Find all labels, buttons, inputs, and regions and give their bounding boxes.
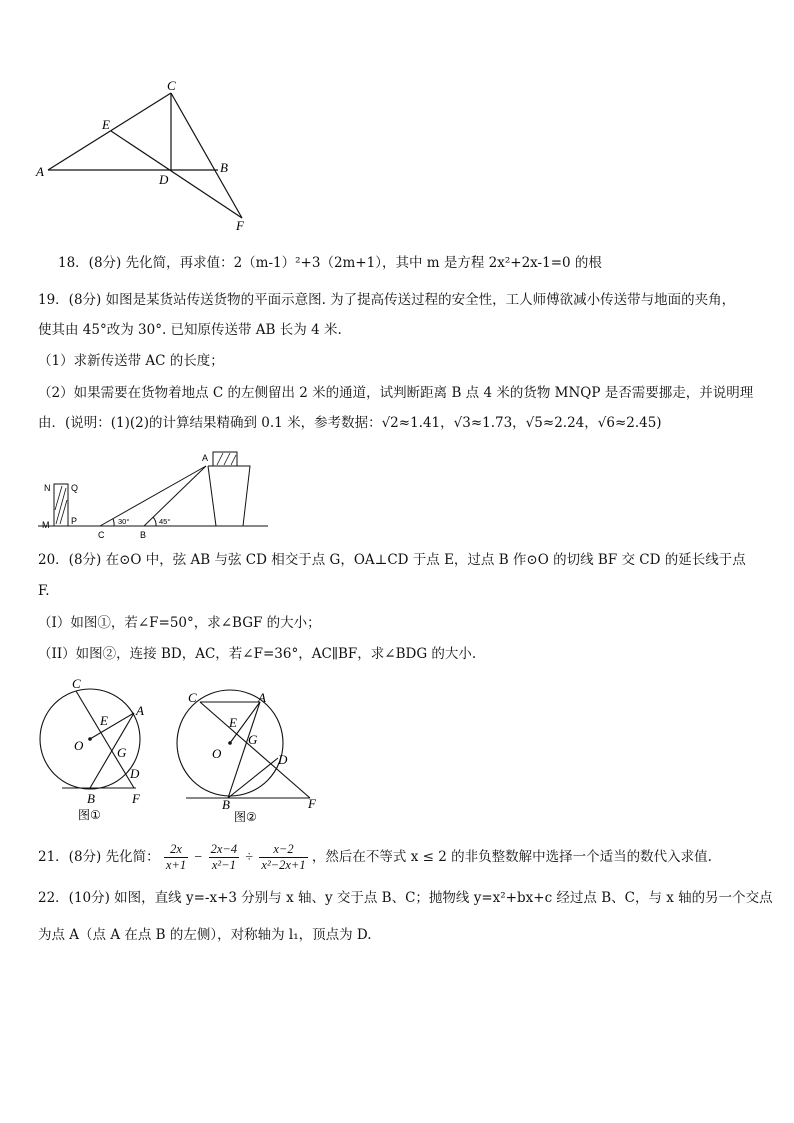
label-e: E (100, 713, 108, 728)
label-f: F (236, 218, 244, 233)
label-q: Q (71, 483, 79, 493)
label-a: A (202, 453, 209, 463)
question-18: 18．(8分) 先化简，再求值：2（m-1）²+3（2m+1），其中 m 是方程 2x²+2x-1=0 的根 (58, 255, 602, 271)
fraction-2: $\frac{2x-4}{\text{x²−1}}$ (210, 842, 238, 872)
label-b: B (220, 160, 228, 175)
label-angle-30: 30° (118, 517, 130, 526)
label-n: N (44, 483, 51, 493)
question-20-part2: （II）如图②，连接 BD，AC，若∠F=36°，AC∥BF，求∠BDG 的大小. (38, 646, 477, 662)
label-a: A (258, 690, 266, 705)
label-f: F (308, 796, 316, 811)
figure-20-2 (172, 688, 327, 826)
label-d: D (130, 766, 140, 781)
angle-45-arc (153, 517, 156, 526)
label-m: M (42, 520, 50, 530)
figure-19 (38, 444, 270, 539)
question-19-part1: （1）求新传送带 AC 的长度； (38, 353, 224, 369)
center-point (228, 741, 232, 745)
label-g: G (248, 732, 258, 747)
chord-cd-extended (76, 691, 134, 788)
question-22-line1: 22．(10分) 如图，直线 y=-x+3 分别与 x 轴、y 交于点 B、C；抛物线 y=x²+bx+c 经过点 B、C，与 x 轴的另一个交点 (38, 890, 773, 906)
q21-prefix: 21．(8分) 先化简： (38, 849, 160, 865)
center-point (88, 737, 92, 741)
label-angle-45: 45° (159, 517, 171, 526)
label-g: G (117, 745, 127, 760)
question-22-line2: 为点 A（点 A 在点 B 的左侧），对称轴为 l₁，顶点为 D. (38, 927, 372, 943)
label-o: O (212, 746, 222, 761)
angle-30-arc (113, 519, 114, 526)
question-19-part2b: 由．(说明：(1)(2)的计算结果精确到 0.1 米，参考数据：√2≈1.41，√3≈1.73，√5≈2.24，√6≈2.45) (38, 415, 662, 431)
label-c: C (167, 78, 176, 93)
label-b: B (87, 791, 95, 806)
caption-fig1: 图① (78, 808, 101, 822)
operator-divide: ÷ (245, 849, 254, 865)
question-20-line1: 20．(8分) 在⊙O 中，弦 AB 与弦 CD 相交于点 G，OA⊥CD 于点 E，过点 B 作⊙O 的切线 BF 交 CD 的延长线于点 (38, 552, 746, 568)
label-c: C (188, 690, 197, 705)
question-19-part2a: （2）如果需要在货物着地点 C 的左侧留出 2 米的通道，试判断距离 B 点 4 米的货物 MNQP 是否需要挪走，并说明理 (38, 385, 754, 401)
cargo-box-a (213, 452, 237, 466)
label-c: C (98, 530, 105, 539)
label-f: F (132, 791, 140, 806)
label-a: A (136, 703, 144, 718)
question-20-part1: （I）如图①，若∠F=50°，求∠BGF 的大小； (38, 615, 321, 631)
label-o: O (74, 738, 84, 753)
operator-minus: − (194, 849, 203, 865)
question-21 (38, 840, 712, 875)
label-e: E (229, 715, 237, 730)
label-p: P (71, 516, 78, 526)
label-c: C (72, 676, 81, 691)
question-19-line2: 使其由 45°改为 30°. 已知原传送带 AB 长为 4 米. (38, 322, 342, 338)
caption-fig2: 图② (234, 810, 257, 824)
figure-20-1 (34, 673, 164, 823)
label-d: D (159, 172, 169, 187)
question-19-line1: 19．(8分) 如图是某货站传送货物的平面示意图. 为了提高传送过程的安全性，工人师傅欲减小传送带与地面的夹角， (38, 292, 736, 308)
fraction-3: $\frac{x-2}{\text{x²−2x+1}}$ (261, 842, 306, 872)
fraction-1: $\frac{2x}{x+1}$ (165, 842, 187, 872)
question-20-line2: F. (38, 583, 50, 599)
label-e: E (102, 117, 110, 132)
label-d: D (278, 752, 288, 767)
label-b: B (222, 797, 230, 812)
label-a: A (36, 164, 44, 179)
segment-cf (171, 93, 242, 218)
platform-left-edge (208, 466, 216, 526)
label-b: B (140, 530, 147, 539)
figure-17 (30, 78, 260, 238)
q21-suffix: ，然后在不等式 x ≤ 2 的非负整数解中选择一个适当的数代入求值. (311, 849, 712, 865)
